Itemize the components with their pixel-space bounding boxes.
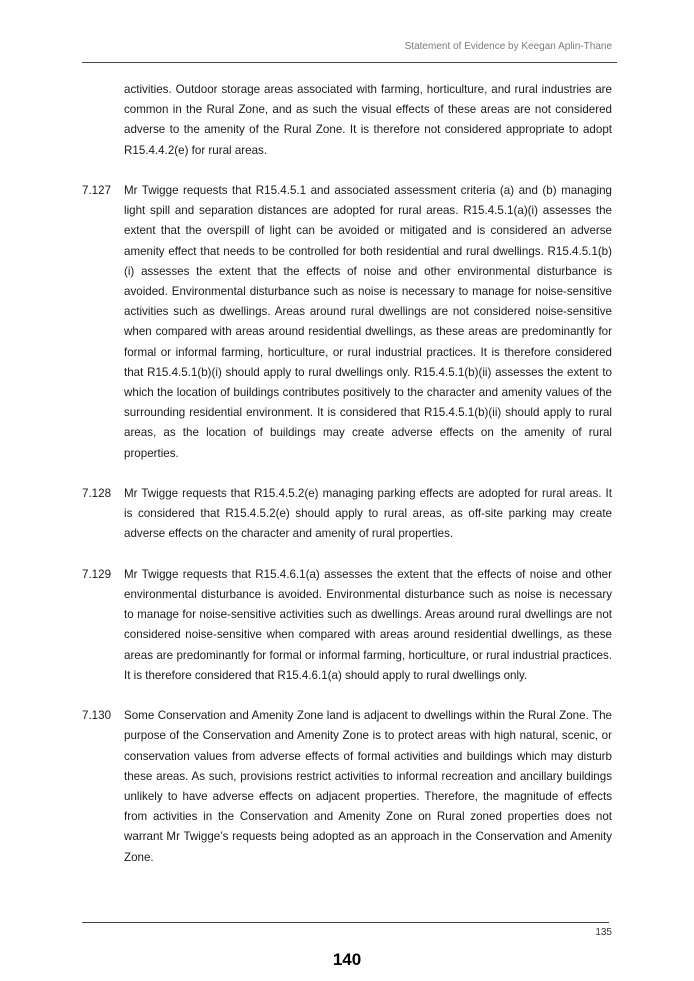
footer-divider bbox=[82, 922, 609, 923]
header-divider bbox=[82, 62, 617, 63]
paragraph-text: activities. Outdoor storage areas associated with farming, horticulture, and rural industries are common in the Rural Zone, and as such the visual effects of these areas are not considered adverse to the amenity of the Rural Zone. It is therefore not considered appropriate to adopt R15.4.4.2(e) for rural areas. bbox=[124, 83, 612, 157]
paragraph-text: Mr Twigge requests that R15.4.5.1 and associated assessment criteria (a) and (b) managing light spill and separation distances are adopted for rural areas. R15.4.5.1(a)(i) assesses the extent that the overspill of light can be avoided or mitigated and is considered an adverse amenity effect that needs to be controlled for both residential and rural dwellings. R15.4.5.1(b)(i) assesses the extent that the effects of noise and other environmental disturbance is avoided. Environmental disturbance such as noise is necessary to manage for noise-sensitive activities such as dwellings. Areas around rural dwellings are not considered noise-sensitive when compared with areas around residential dwellings, as these areas are predominantly for formal or informal farming, horticulture, or rural industrial practices. It is therefore considered that R15.4.5.1(b)(i) should apply to rural dwellings only. R15.4.5.1(b)(ii) assesses the extent to which the location of buildings contributes positively to the character and amenity values of the surrounding residential environment. It is considered that R15.4.5.1(b)(ii) should apply to rural areas, as the location of buildings may create adverse effects on the amenity of rural properties. bbox=[124, 184, 612, 460]
paragraph-number: 7.129 bbox=[82, 567, 112, 581]
page-number: 135 bbox=[595, 927, 612, 938]
paragraph-7-129 bbox=[82, 565, 612, 686]
paragraph-7-128 bbox=[82, 484, 612, 545]
bundle-page-stamp: 140 bbox=[332, 950, 362, 969]
paragraph-number: 7.127 bbox=[82, 184, 112, 197]
paragraph-number: 7.128 bbox=[82, 487, 112, 501]
document-header: Statement of Evidence by Keegan Aplin-Thane bbox=[404, 41, 612, 52]
paragraph-text: Mr Twigge requests that R15.4.5.2(e) managing parking effects are adopted for rural areas. It is considered that R15.4.5.2(e) should apply to rural areas, as off-site parking may create adverse effects on the character and amenity of rural properties. bbox=[124, 487, 612, 541]
paragraph-continued bbox=[82, 80, 612, 161]
paragraph-7-130 bbox=[82, 706, 612, 868]
document-body bbox=[82, 80, 612, 888]
paragraph-number bbox=[82, 80, 124, 161]
paragraph-text: Mr Twigge requests that R15.4.6.1(a) assesses the extent that the effects of noise and other environmental disturbance is avoided. Environmental disturbance such as noise is necessary to manage for noise-sensitive activities such as dwellings. Areas around rural dwellings are not considered noise-sensitive when compared with areas around residential dwellings, as these areas are predominantly for formal or informal farming, horticulture, or rural industrial practices. It is therefore considered that R15.4.6.1(a) should apply to rural dwellings only. bbox=[124, 567, 612, 682]
paragraph-text: Some Conservation and Amenity Zone land is adjacent to dwellings within the Rural Zone. The purpose of the Conservation and Amenity Zone is to protect areas with high natural, scenic, or conservation values from adverse effects of formal activities and buildings which may disturb these areas. As such, provisions restrict activities to informal recreation and ancillary buildings unlikely to have adverse effects on adjacent properties. Therefore, the magnitude of effects from activities in the Conservation and Amenity Zone on Rural zoned properties does not warrant Mr Twigge’s requests being adopted as an approach in the Conservation and Amenity Zone. bbox=[124, 709, 612, 864]
paragraph-7-127 bbox=[82, 181, 612, 464]
paragraph-number: 7.130 bbox=[82, 709, 112, 723]
